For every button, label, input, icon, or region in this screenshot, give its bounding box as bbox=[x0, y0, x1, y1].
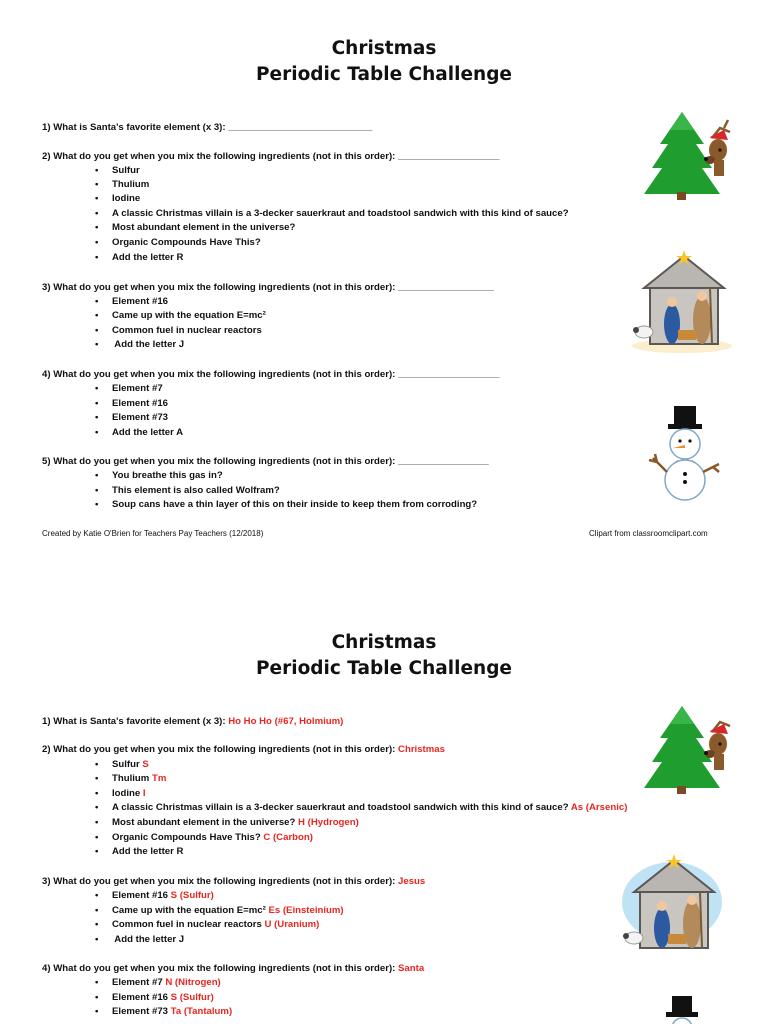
question-5: 5) What do you get when you mix the following ingredients (not in this order): _________________ bbox=[42, 456, 489, 467]
question-1: 1) What is Santa's favorite element (x 3): Ho Ho Ho (#67, Holmium) bbox=[42, 716, 344, 727]
list-item: • Sulfur S bbox=[95, 759, 149, 770]
footer-credit: Created by Katie O'Brien for Teachers Pay Teachers (12/2018) bbox=[42, 529, 264, 538]
nativity-scene-icon bbox=[620, 852, 724, 958]
list-item: • Element #16 bbox=[95, 398, 168, 409]
bullet: • bbox=[95, 222, 99, 233]
list-item: • Iodine I bbox=[95, 788, 146, 799]
list-item: • Add the letter J bbox=[95, 934, 185, 945]
question-4: 4) What do you get when you mix the following ingredients (not in this order): ___________________ bbox=[42, 369, 500, 380]
question-4: 4) What do you get when you mix the following ingredients (not in this order): Santa bbox=[42, 963, 425, 974]
answer-text: Santa bbox=[398, 963, 425, 974]
bullet: • bbox=[95, 499, 99, 510]
bullet: • bbox=[95, 846, 99, 857]
bullet: • bbox=[95, 165, 99, 176]
bullet: • bbox=[95, 890, 99, 901]
bullet: • bbox=[95, 296, 99, 307]
bullet: • bbox=[95, 208, 99, 219]
bullet: • bbox=[95, 339, 99, 350]
bullet: • bbox=[95, 977, 99, 988]
bullet: • bbox=[95, 1006, 99, 1017]
bullet: • bbox=[95, 817, 99, 828]
bullet: • bbox=[95, 470, 99, 481]
bullet: • bbox=[95, 398, 99, 409]
snowman-icon bbox=[652, 994, 712, 1024]
bullet: • bbox=[95, 759, 99, 770]
answer-text: Jesus bbox=[398, 876, 426, 887]
bullet: • bbox=[95, 252, 99, 263]
bullet: • bbox=[95, 383, 99, 394]
list-item: • Common fuel in nuclear reactors U (Uranium) bbox=[95, 919, 320, 930]
answer-text: Christmas bbox=[398, 744, 445, 755]
bullet: • bbox=[95, 832, 99, 843]
question-3: 3) What do you get when you mix the following ingredients (not in this order): __________________ bbox=[42, 282, 495, 293]
bullet: • bbox=[95, 427, 99, 438]
list-item: • Element #16 bbox=[95, 296, 168, 307]
bullet: • bbox=[95, 193, 99, 204]
bullet: • bbox=[95, 179, 99, 190]
list-item: • Add the letter J bbox=[95, 339, 185, 350]
question-3: 3) What do you get when you mix the following ingredients (not in this order): Jesus bbox=[42, 876, 426, 887]
bullet: • bbox=[95, 802, 99, 813]
bullet: • bbox=[95, 905, 99, 916]
footer-clipart-credit: Clipart from classroomclipart.com bbox=[589, 529, 708, 538]
list-item: • Soup cans have a thin layer of this on their inside to keep them from corroding? bbox=[95, 499, 478, 510]
list-item: • Add the letter R bbox=[95, 252, 184, 263]
list-item: • This element is also called Wolfram? bbox=[95, 485, 280, 496]
list-item: • Organic Compounds Have This? C (Carbon) bbox=[95, 832, 313, 843]
list-item: • You breathe this gas in? bbox=[95, 470, 223, 481]
answer-blank: ___________________ bbox=[398, 369, 500, 380]
bullet: • bbox=[95, 325, 99, 336]
list-item: • Element #16 S (Sulfur) bbox=[95, 890, 214, 901]
list-item: • Add the letter R bbox=[95, 846, 184, 857]
page-title-line1: Christmas bbox=[331, 632, 437, 653]
list-item: • Came up with the equation E=mc² Es (Einsteinium) bbox=[95, 905, 344, 916]
list-item: • Element #7 N (Nitrogen) bbox=[95, 977, 221, 988]
page-title-line1: Christmas bbox=[331, 38, 437, 59]
list-item: • Element #16 S (Sulfur) bbox=[95, 992, 214, 1003]
answer-blank: _________________ bbox=[398, 456, 489, 467]
list-item: • Thulium Tm bbox=[95, 773, 167, 784]
bullet: • bbox=[95, 788, 99, 799]
answer-blank: ___________________ bbox=[398, 151, 500, 162]
list-item: • Organic Compounds Have This? bbox=[95, 237, 261, 248]
question-2: 2) What do you get when you mix the following ingredients (not in this order): ___________________ bbox=[42, 151, 500, 162]
bullet: • bbox=[95, 919, 99, 930]
christmas-tree-reindeer-icon bbox=[640, 702, 736, 796]
list-item: • A classic Christmas villain is a 3-decker sauerkraut and toadstool sandwich with this kind of sauce? bbox=[95, 208, 569, 219]
list-item: • Most abundant element in the universe? bbox=[95, 222, 296, 233]
list-item: • Element #7 bbox=[95, 383, 163, 394]
list-item: • Sulfur bbox=[95, 165, 140, 176]
page-title-line2: Periodic Table Challenge bbox=[256, 658, 512, 679]
bullet: • bbox=[95, 237, 99, 248]
bullet: • bbox=[95, 934, 99, 945]
list-item: • Iodine bbox=[95, 193, 141, 204]
list-item: • Came up with the equation E=mc² bbox=[95, 310, 266, 321]
question-1: 1) What is Santa's favorite element (x 3): ___________________________ bbox=[42, 122, 373, 133]
page-title-line2: Periodic Table Challenge bbox=[256, 64, 512, 85]
bullet: • bbox=[95, 412, 99, 423]
list-item: • Element #73 Ta (Tantalum) bbox=[95, 1006, 233, 1017]
list-item: • Thulium bbox=[95, 179, 150, 190]
answer-blank: ___________________________ bbox=[228, 122, 373, 133]
bullet: • bbox=[95, 485, 99, 496]
answer-blank: __________________ bbox=[398, 282, 495, 293]
list-item: • Element #73 bbox=[95, 412, 168, 423]
bullet: • bbox=[95, 310, 99, 321]
bullet: • bbox=[95, 992, 99, 1003]
question-2: 2) What do you get when you mix the following ingredients (not in this order): Christmas bbox=[42, 744, 445, 755]
list-item: • Common fuel in nuclear reactors bbox=[95, 325, 262, 336]
bullet: • bbox=[95, 773, 99, 784]
list-item: • Most abundant element in the universe? H (Hydrogen) bbox=[95, 817, 359, 828]
list-item: • A classic Christmas villain is a 3-decker sauerkraut and toadstool sandwich with this kind of sauce? As (Arsenic) bbox=[95, 802, 628, 813]
answer-text: Ho Ho Ho (#67, Holmium) bbox=[228, 716, 344, 727]
list-item: • Add the letter A bbox=[95, 427, 184, 438]
